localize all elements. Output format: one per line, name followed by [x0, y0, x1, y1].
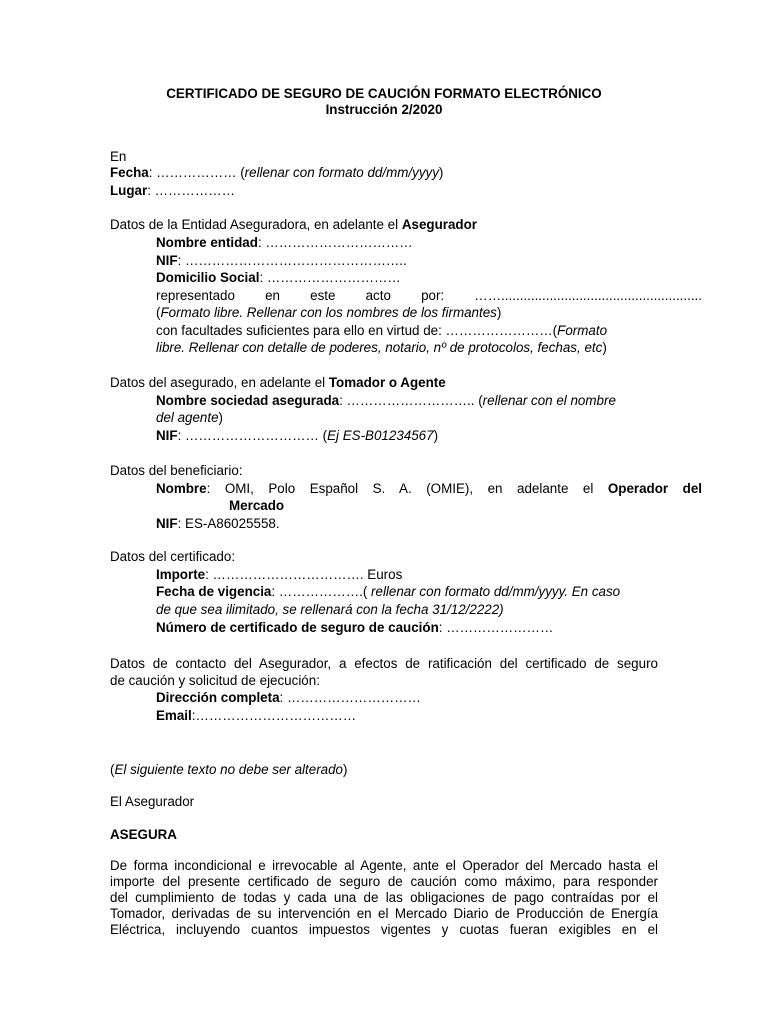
fecha-line: Fecha: ……………… (rellenar con formato dd/mm/yyyy) — [110, 165, 444, 180]
facultades-hint: libre. Rellenar con detalle de poderes, notario, nº de protocolos, fechas, etc) — [156, 340, 607, 355]
asegurador-nif-field: NIF: ………………………………………….. — [156, 253, 407, 268]
contacto-intro-line2: de caución y solicitud de ejecución: — [110, 673, 320, 688]
representado-line: representado en este acto por: ……...................................................... — [156, 288, 702, 303]
certificado-numero-field: Número de certificado de seguro de caución: …………………… — [156, 620, 554, 635]
facultades-line: con facultades suficientes para ello en virtud de: ……………………(Formato — [156, 323, 608, 338]
beneficiario-nombre-cont: Mercado — [229, 498, 285, 513]
contacto-email-field: Email:……………………………… — [156, 708, 357, 723]
certificado-vigencia-hint: de que sea ilimitado, se rellenará con la fecha 31/12/2222) — [156, 602, 504, 617]
asegurado-nombre-hint: del agente) — [156, 410, 224, 425]
representado-hint: (Formato libre. Rellenar con los nombres de los firmantes) — [156, 305, 502, 320]
nota-no-alterar: (El siguiente texto no debe ser alterado) — [110, 762, 348, 777]
el-asegurador-label: El Asegurador — [110, 794, 195, 809]
asegurado-nombre-field: Nombre sociedad asegurada: ……………………….. (rellenar con el nombre — [156, 393, 616, 408]
document-title: CERTIFICADO DE SEGURO DE CAUCIÓN FORMATO ELECTRÓNICO — [166, 86, 602, 101]
lugar-line: Lugar: ……………… — [110, 183, 235, 198]
asegurador-intro: Datos de la Entidad Aseguradora, en adelante el Asegurador — [110, 217, 477, 232]
beneficiario-nif-field: NIF: ES-A86025558. — [156, 516, 280, 531]
asegurador-domicilio-field: Domicilio Social: ………………………… — [156, 270, 401, 285]
en-line: En — [110, 149, 127, 164]
certificado-importe-field: Importe: ……………………………. Euros — [156, 567, 403, 582]
beneficiario-nombre-field: Nombre: OMI, Polo Español S. A. (OMIE), en adelante el Operador del — [156, 481, 702, 496]
body-line-1: De forma incondicional e irrevocable al Agente, ante el Operador del Mercado hasta el — [110, 858, 658, 873]
asegura-heading: ASEGURA — [110, 827, 177, 842]
body-line-5: Eléctrica, incluyendo cuantos impuestos vigentes y cuotas fueran exigibles en el — [110, 922, 658, 937]
asegurado-nif-field: NIF: ………………………… (Ej ES-B01234567) — [156, 428, 439, 443]
asegurador-nombre-field: Nombre entidad: …………………………… — [156, 235, 413, 250]
body-line-4: Tomador, derivadas de su intervención en el Mercado Diario de Producción de Energía — [110, 906, 658, 921]
beneficiario-intro: Datos del beneficiario: — [110, 463, 243, 478]
certificado-vigencia-field: Fecha de vigencia: ……………….( rellenar con formato dd/mm/yyyy. En caso — [156, 584, 621, 599]
contacto-intro-line1: Datos de contacto del Asegurador, a efectos de ratificación del certificado de seguro — [110, 656, 658, 671]
body-line-2: importe del presente certificado de seguro de caución como máximo, para responder — [110, 874, 658, 889]
asegurado-intro: Datos del asegurado, en adelante el Tomador o Agente — [110, 375, 446, 390]
contacto-direccion-field: Dirección completa: ………………………… — [156, 690, 421, 705]
document-subtitle: Instrucción 2/2020 — [325, 102, 443, 117]
certificado-intro: Datos del certificado: — [110, 549, 236, 564]
body-line-3: del cumplimiento de todas y cada una de las obligaciones de pago contraídas por el — [110, 890, 658, 905]
